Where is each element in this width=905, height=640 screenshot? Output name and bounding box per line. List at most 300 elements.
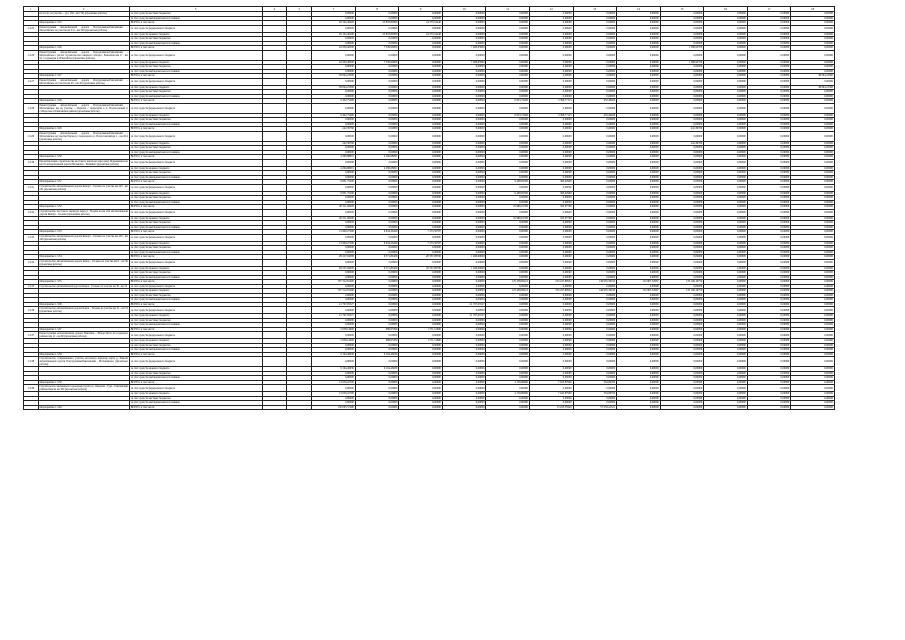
amount-cell: 0,00000 xyxy=(355,392,399,397)
amount-cell: 0,00000 xyxy=(747,141,791,146)
amount-cell: 0,00000 xyxy=(704,25,748,32)
amount-cell: 0,00000 xyxy=(529,60,573,65)
amount-cell: 0,00000 xyxy=(791,357,835,367)
amount-cell: 234 227,80952 xyxy=(529,280,573,285)
amount-cell: 0,00000 xyxy=(486,46,530,51)
amount-cell: 0,00000 xyxy=(747,150,791,155)
amount-cell: 0,00000 xyxy=(660,332,704,339)
amount-cell: 0,00000 xyxy=(399,307,443,314)
amount-cell: 0,00000 xyxy=(312,94,356,99)
amount-cell: 0,00000 xyxy=(442,78,486,85)
amount-cell: 0,00000 xyxy=(312,323,356,328)
amount-cell: 0,00000 xyxy=(704,146,748,151)
funding-source: за счет средств краевого бюджета xyxy=(129,339,262,344)
amount-cell: 0,00000 xyxy=(747,127,791,132)
amount-cell: 0,00000 xyxy=(617,241,661,246)
amount-cell: 0,00000 xyxy=(660,255,704,260)
column-number: 15 xyxy=(660,7,704,12)
amount-cell: 363,92900 xyxy=(529,180,573,185)
amount-cell: 0,00000 xyxy=(660,230,704,235)
amount-cell: 0,00000 xyxy=(617,78,661,85)
funding-source: за счет средств краевого бюджета xyxy=(129,314,262,319)
funding-source: за счет средств внебюджетных источников xyxy=(129,376,262,381)
item-name: Мероприятие 1.3.32 xyxy=(38,205,129,210)
amount-cell: 0,00000 xyxy=(573,367,617,372)
amount-cell: 0,00000 xyxy=(312,41,356,46)
amount-cell: 0,00000 xyxy=(355,216,399,221)
amount-cell: 0,00000 xyxy=(399,94,443,99)
amount-cell: 0,00000 xyxy=(747,327,791,332)
amount-cell: 0,00000 xyxy=(747,371,791,376)
amount-cell: 0,00000 xyxy=(486,12,530,17)
amount-cell: 0,00000 xyxy=(529,246,573,251)
amount-cell: 0,00000 xyxy=(355,259,399,266)
amount-cell: 0,00000 xyxy=(442,184,486,191)
item-code: 1.3.30 xyxy=(24,159,39,166)
amount-cell: 0,00000 xyxy=(617,113,661,118)
amount-cell: 0,00000 xyxy=(573,385,617,392)
amount-cell: 0,00000 xyxy=(747,94,791,99)
amount-cell: 0,00000 xyxy=(442,166,486,171)
amount-cell: 0,00000 xyxy=(791,78,835,85)
amount-cell: 0,00000 xyxy=(573,127,617,132)
amount-cell: 0,00000 xyxy=(660,209,704,216)
item-name: Реконструкция автомобильной дороги Енисейск - Новоуститск на подъездах районах км 12 - км 60 (проектные работы) xyxy=(39,332,128,338)
amount-cell: 0,00000 xyxy=(442,118,486,123)
column-number: 12 xyxy=(529,7,573,12)
amount-cell: 0,00000 xyxy=(747,216,791,221)
amount-cell: 0,00000 xyxy=(529,21,573,26)
funding-source: ВСЕГО, в том числе: xyxy=(129,180,262,185)
amount-cell: 0,00000 xyxy=(399,74,443,79)
amount-cell: 0,00000 xyxy=(355,146,399,151)
amount-cell: 0,00000 xyxy=(791,225,835,230)
item-code: 1.3.28 xyxy=(24,103,39,113)
amount-cell: 0,00000 xyxy=(791,216,835,221)
amount-cell: 0,00000 xyxy=(355,332,399,339)
amount-cell: 0,00000 xyxy=(442,275,486,280)
amount-cell: 0,00000 xyxy=(791,396,835,401)
amount-cell: 0,00000 xyxy=(529,314,573,319)
amount-cell: 0,00000 xyxy=(312,293,356,298)
amount-cell: 0,00000 xyxy=(617,32,661,37)
amount-cell: 0,00000 xyxy=(704,184,748,191)
amount-cell: 0,00000 xyxy=(486,266,530,271)
table-row xyxy=(24,259,835,266)
amount-cell: 0,00000 xyxy=(442,50,486,60)
amount-cell: 0,00000 xyxy=(486,118,530,123)
amount-cell: 0,00000 xyxy=(791,141,835,146)
amount-cell: 0,00000 xyxy=(529,352,573,357)
amount-cell: 0,00000 xyxy=(704,175,748,180)
amount-cell: 0,00000 xyxy=(791,259,835,266)
amount-cell: 0,00000 xyxy=(355,159,399,166)
amount-cell: 0,00000 xyxy=(660,65,704,70)
amount-cell: 0,00000 xyxy=(660,150,704,155)
funding-source: за счет средств внебюджетных источников xyxy=(129,348,262,353)
amount-cell: 0,00000 xyxy=(312,12,356,17)
amount-cell: 0,00000 xyxy=(704,209,748,216)
amount-cell: 0,00000 xyxy=(442,401,486,406)
amount-cell: 0,00000 xyxy=(399,166,443,171)
amount-cell: 0,00000 xyxy=(486,293,530,298)
amount-cell: 0,00000 xyxy=(573,323,617,328)
amount-cell: 0,00000 xyxy=(617,46,661,51)
amount-cell: 0,00000 xyxy=(791,155,835,160)
amount-cell: 242,36760 xyxy=(660,127,704,132)
amount-cell: 0,00000 xyxy=(747,332,791,339)
amount-cell: 0,00000 xyxy=(791,385,835,392)
item-code: 1.3.39 xyxy=(24,385,39,392)
column-number: 13 xyxy=(573,7,617,12)
item-name: Мероприятие 1.3.30 xyxy=(38,155,129,160)
amount-cell: 0,00000 xyxy=(617,122,661,127)
amount-cell: 0,00000 xyxy=(529,32,573,37)
amount-cell: 0,00000 xyxy=(573,180,617,185)
amount-cell: 0,00000 xyxy=(747,289,791,294)
amount-cell: 0,00000 xyxy=(617,16,661,21)
amount-cell: 0,00000 xyxy=(486,230,530,235)
amount-cell: 9 498,82300 xyxy=(486,191,530,196)
amount-cell: 0,00000 xyxy=(355,141,399,146)
amount-cell: 0,00000 xyxy=(617,155,661,160)
item-code: 1.3.34 xyxy=(24,259,39,266)
amount-cell: 0,00000 xyxy=(660,166,704,171)
amount-cell: 0,00000 xyxy=(573,225,617,230)
amount-cell: 354,99700 xyxy=(573,380,617,385)
amount-cell: 0,00000 xyxy=(791,90,835,95)
amount-cell: 0,00000 xyxy=(660,339,704,344)
amount-cell: 0,00000 xyxy=(355,150,399,155)
amount-cell: 0,00000 xyxy=(355,175,399,180)
amount-cell: 0,00000 xyxy=(399,284,443,289)
amount-cell: 0,00000 xyxy=(486,50,530,60)
amount-cell: 6 634,36420 xyxy=(355,241,399,246)
amount-cell: 0,00000 xyxy=(573,318,617,323)
amount-cell: 0,00000 xyxy=(747,396,791,401)
funding-source: за счет средств местных бюджетов xyxy=(129,196,262,201)
amount-cell: 0,00000 xyxy=(399,376,443,381)
amount-cell: 0,00000 xyxy=(660,266,704,271)
amount-cell: 0,00000 xyxy=(747,191,791,196)
empty-cell xyxy=(262,131,287,141)
amount-cell: 0,00000 xyxy=(704,275,748,280)
amount-cell: 0,00000 xyxy=(486,166,530,171)
amount-cell: 0,00000 xyxy=(704,298,748,303)
amount-cell: 0,00000 xyxy=(617,275,661,280)
amount-cell: 0,00000 xyxy=(747,209,791,216)
empty-cell xyxy=(262,332,287,339)
amount-cell: 0,00000 xyxy=(747,307,791,314)
amount-cell: 0,00000 xyxy=(573,376,617,381)
amount-cell: 0,00000 xyxy=(617,21,661,26)
amount-cell: 0,00000 xyxy=(704,405,748,410)
amount-cell: 0,00000 xyxy=(617,85,661,90)
amount-cell: 0,00000 xyxy=(399,380,443,385)
amount-cell: 0,00000 xyxy=(747,50,791,60)
amount-cell: 0,00000 xyxy=(573,371,617,376)
amount-cell: 0,00000 xyxy=(399,225,443,230)
amount-cell: 0,00000 xyxy=(573,118,617,123)
amount-cell: 0,00000 xyxy=(573,65,617,70)
funding-source: за счет средств местных бюджетов xyxy=(129,146,262,151)
column-number: 9 xyxy=(399,7,443,12)
amount-cell: 0,00000 xyxy=(660,380,704,385)
amount-cell: 0,00000 xyxy=(442,41,486,46)
amount-cell: 0,00000 xyxy=(442,271,486,276)
amount-cell: 0,00000 xyxy=(704,127,748,132)
amount-cell: 9 402,75400 xyxy=(312,99,356,104)
amount-cell: 0,00000 xyxy=(529,225,573,230)
amount-cell: 0,00000 xyxy=(791,376,835,381)
amount-cell: 0,00000 xyxy=(791,307,835,314)
amount-cell: 0,00000 xyxy=(529,332,573,339)
amount-cell: 0,00000 xyxy=(312,90,356,95)
item-name: Мероприятие 1.3.25 xyxy=(38,21,129,26)
amount-cell: 0,00000 xyxy=(747,21,791,26)
amount-cell: 0,00000 xyxy=(747,348,791,353)
amount-cell: 0,00000 xyxy=(573,103,617,113)
amount-cell: 42 659,46500 xyxy=(312,60,356,65)
amount-cell: 0,00000 xyxy=(399,289,443,294)
table-row xyxy=(24,234,835,241)
funding-source: за счет средств федерального бюджета xyxy=(129,357,262,367)
amount-cell: 0,00000 xyxy=(529,339,573,344)
amount-cell: 0,00000 xyxy=(312,234,356,241)
amount-cell: 0,00000 xyxy=(573,246,617,251)
item-code: 1.3.27 xyxy=(24,78,39,85)
amount-cell: 0,00000 xyxy=(573,298,617,303)
funding-source: за счет средств местных бюджетов xyxy=(129,371,262,376)
amount-cell: 0,00000 xyxy=(791,118,835,123)
amount-cell: 0,00000 xyxy=(791,318,835,323)
funding-source: за счет средств внебюджетных источников xyxy=(129,16,262,21)
amount-cell: 0,00000 xyxy=(312,122,356,127)
item-code: 1.3.26 xyxy=(24,50,39,60)
amount-cell: 0,00000 xyxy=(791,255,835,260)
amount-cell: 0,00000 xyxy=(704,65,748,70)
amount-cell: 0,00000 xyxy=(399,65,443,70)
amount-cell: 0,00000 xyxy=(617,127,661,132)
funding-source: ВСЕГО, в том числе: xyxy=(129,46,262,51)
amount-cell: 0,00000 xyxy=(617,37,661,42)
amount-cell: 0,00000 xyxy=(573,314,617,319)
amount-cell: 0,00000 xyxy=(573,205,617,210)
amount-cell: 0,00000 xyxy=(617,225,661,230)
amount-cell: 0,00000 xyxy=(617,376,661,381)
amount-cell: 0,00000 xyxy=(573,78,617,85)
amount-cell: 0,00000 xyxy=(399,352,443,357)
amount-cell: 0,00000 xyxy=(617,209,661,216)
column-number: 3 xyxy=(129,7,262,12)
amount-cell: 0,00000 xyxy=(660,343,704,348)
amount-cell: 0,00000 xyxy=(791,339,835,344)
amount-cell: 0,00000 xyxy=(312,103,356,113)
amount-cell: 38 694,23300 xyxy=(312,85,356,90)
item-name: Реконструкция автомобильной дороги Погрудлавная-Енисейский - Мотыгинское с расчет строительства северного обхода г. Енисейска км 17 - км 51 с подъездом к г.Енисейску (проектные работы) xyxy=(39,50,128,60)
amount-cell: 0,00000 xyxy=(355,225,399,230)
amount-cell: 0,00000 xyxy=(617,180,661,185)
amount-cell: 0,00000 xyxy=(399,280,443,285)
amount-cell: 0,00000 xyxy=(355,221,399,226)
amount-cell: 0,00000 xyxy=(486,127,530,132)
amount-cell: 0,00000 xyxy=(660,302,704,307)
table-row xyxy=(24,159,835,166)
amount-cell: 0,00000 xyxy=(442,216,486,221)
amount-cell: 0,00000 xyxy=(399,367,443,372)
amount-cell: 0,00000 xyxy=(312,401,356,406)
amount-cell: 0,00000 xyxy=(573,209,617,216)
item-name: Мероприятие 1.3.37 xyxy=(38,327,129,332)
item-name: Мероприятие 1.3.35 xyxy=(38,280,129,285)
amount-cell: 0,00000 xyxy=(442,385,486,392)
amount-cell: 0,00000 xyxy=(791,343,835,348)
amount-cell: 0,00000 xyxy=(312,275,356,280)
amount-cell: 0,00000 xyxy=(312,69,356,74)
amount-cell: 0,00000 xyxy=(573,357,617,367)
amount-cell: 0,00000 xyxy=(399,184,443,191)
empty-cell xyxy=(262,357,287,367)
amount-cell: 0,00000 xyxy=(704,74,748,79)
amount-cell: 0,00000 xyxy=(791,275,835,280)
funding-source: за счет средств местных бюджетов xyxy=(129,118,262,123)
amount-cell: 354,99700 xyxy=(573,392,617,397)
amount-cell: 0,00000 xyxy=(573,234,617,241)
amount-cell: 0,00000 xyxy=(747,280,791,285)
amount-cell: 0,00000 xyxy=(486,250,530,255)
funding-source: за счет средств местных бюджетов xyxy=(129,171,262,176)
amount-cell: 0,00000 xyxy=(312,37,356,42)
amount-cell: 0,00000 xyxy=(399,293,443,298)
amount-cell: 0,00000 xyxy=(791,371,835,376)
amount-cell: 0,00000 xyxy=(573,259,617,266)
item-name: Мероприятие 1.3.39 xyxy=(38,380,129,385)
amount-cell: 0,00000 xyxy=(399,69,443,74)
amount-cell: 0,00000 xyxy=(617,357,661,367)
amount-cell: 0,00000 xyxy=(529,196,573,201)
amount-cell: 0,00000 xyxy=(791,69,835,74)
amount-cell: 0,00000 xyxy=(660,284,704,289)
amount-cell: 0,00000 xyxy=(747,99,791,104)
amount-cell: 0,00000 xyxy=(312,25,356,32)
amount-cell: 0,00000 xyxy=(529,78,573,85)
amount-cell: 0,00000 xyxy=(791,327,835,332)
amount-cell: 0,00000 xyxy=(486,196,530,201)
amount-cell: 0,00000 xyxy=(355,69,399,74)
item-name: Мероприятие 1.3.33 xyxy=(38,230,129,235)
amount-cell: 0,00000 xyxy=(399,85,443,90)
amount-cell: 0,00000 xyxy=(399,323,443,328)
amount-cell: 0,00000 xyxy=(791,266,835,271)
amount-cell: 0,00000 xyxy=(660,298,704,303)
amount-cell: 0,00000 xyxy=(486,16,530,21)
amount-cell: 0,00000 xyxy=(704,46,748,51)
funding-source: за счет средств местных бюджетов xyxy=(129,318,262,323)
amount-cell: 0,00000 xyxy=(355,50,399,60)
amount-cell: 0,00000 xyxy=(791,25,835,32)
amount-cell: 0,00000 xyxy=(704,12,748,17)
amount-cell: 0,00000 xyxy=(486,184,530,191)
amount-cell: 0,00000 xyxy=(442,171,486,176)
amount-cell: 0,00000 xyxy=(660,396,704,401)
amount-cell: 0,00000 xyxy=(791,94,835,99)
amount-cell: 0,00000 xyxy=(355,275,399,280)
amount-cell: 0,00000 xyxy=(747,41,791,46)
column-number: 1 xyxy=(24,7,39,12)
amount-cell: 363,92900 xyxy=(529,191,573,196)
amount-cell: 0,00000 xyxy=(704,21,748,26)
amount-cell: 0,00000 xyxy=(791,367,835,372)
amount-cell: 0,00000 xyxy=(791,65,835,70)
amount-cell: 0,00000 xyxy=(399,175,443,180)
empty-cell xyxy=(262,405,287,410)
amount-cell: 26 102,40200 xyxy=(312,21,356,26)
amount-cell: 0,00000 xyxy=(399,221,443,226)
amount-cell: 0,00000 xyxy=(704,241,748,246)
item-name: Строительство автомобильной дороги Канск - Тасеево на участке км 51 - км 53 (проектные работы) xyxy=(39,307,128,313)
amount-cell: 0,00000 xyxy=(399,209,443,216)
amount-cell: 0,00000 xyxy=(529,166,573,171)
table-row xyxy=(24,131,835,141)
amount-cell: 4 159,86600 xyxy=(486,380,530,385)
amount-cell: 0,00000 xyxy=(442,298,486,303)
funding-source: за счет средств краевого бюджета xyxy=(129,166,262,171)
amount-cell: 0,00000 xyxy=(529,266,573,271)
amount-cell: 0,00000 xyxy=(747,367,791,372)
amount-cell: 0,00000 xyxy=(399,41,443,46)
amount-cell: 0,00000 xyxy=(704,69,748,74)
amount-cell: 4 290,68091 xyxy=(355,155,399,160)
amount-cell: 0,00000 xyxy=(791,298,835,303)
amount-cell: 0,00000 xyxy=(704,343,748,348)
amount-cell: 0,00000 xyxy=(791,332,835,339)
amount-cell: 0,00000 xyxy=(617,352,661,357)
amount-cell: 0,00000 xyxy=(791,352,835,357)
amount-cell: 0,00000 xyxy=(486,225,530,230)
amount-cell: 0,00000 xyxy=(660,405,704,410)
amount-cell: 0,00000 xyxy=(617,141,661,146)
amount-cell: 0,00000 xyxy=(442,65,486,70)
amount-cell: 0,00000 xyxy=(660,16,704,21)
amount-cell: 0,00000 xyxy=(704,246,748,251)
amount-cell: 0,00000 xyxy=(486,171,530,176)
amount-cell: 0,00000 xyxy=(747,69,791,74)
funding-source: за счет средств местных бюджетов xyxy=(129,271,262,276)
amount-cell: 0,00000 xyxy=(704,216,748,221)
amount-cell: 0,00000 xyxy=(747,205,791,210)
funding-source: ВСЕГО, в том числе: xyxy=(129,205,262,210)
amount-cell: 0,00000 xyxy=(355,357,399,367)
amount-cell: 086,63300 xyxy=(355,339,399,344)
amount-cell: 0,00000 xyxy=(704,230,748,235)
amount-cell: 0,00000 xyxy=(573,50,617,60)
amount-cell: 0,00000 xyxy=(573,284,617,289)
table-row xyxy=(24,103,835,113)
funding-source: за счет средств краевого бюджета xyxy=(129,289,262,294)
amount-cell: 0,00000 xyxy=(660,74,704,79)
empty-cell xyxy=(287,357,312,367)
amount-cell: 0,00000 xyxy=(791,196,835,201)
funding-source: ВСЕГО, в том числе: xyxy=(129,127,262,132)
empty-cell xyxy=(262,50,287,60)
amount-cell: 0,00000 xyxy=(747,323,791,328)
amount-cell: 0,00000 xyxy=(486,357,530,367)
amount-cell: 7 623,87900 xyxy=(529,392,573,397)
funding-source: за счет средств краевого бюджета xyxy=(129,367,262,372)
amount-cell: 0,00000 xyxy=(617,131,661,141)
amount-cell: 0,00000 xyxy=(573,25,617,32)
amount-cell: 0,00000 xyxy=(399,392,443,397)
